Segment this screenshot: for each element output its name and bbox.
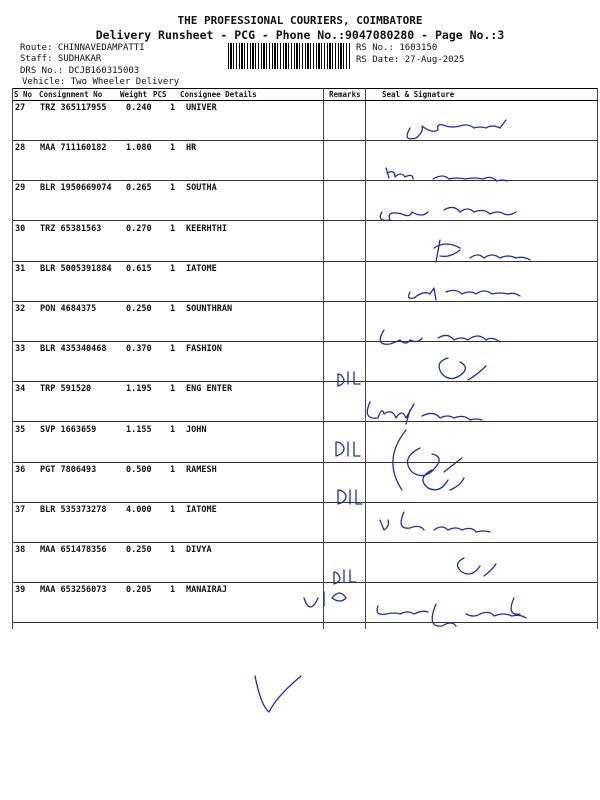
weight-value: 0.250 <box>126 545 152 556</box>
pcs-value: 1 <box>170 505 176 515</box>
consignment-number: BLR 435340468 <box>40 344 107 355</box>
col-sno: S No <box>14 90 33 99</box>
consignee-name: HR <box>186 143 197 154</box>
consignment-number: BLR 5005391884 <box>40 263 112 274</box>
consignee-name: KEERHTHI <box>186 223 227 234</box>
consignment-number: TRP 591520 <box>40 384 92 395</box>
pcs-value: 1 <box>170 143 176 154</box>
runsheet-subtitle: Delivery Runsheet - PCG - Phone No.:9047080280 - Page No.:3 <box>95 28 505 42</box>
consignee-name: SOUNTHRAN <box>186 304 233 314</box>
company-title: THE PROFESSIONAL COURIERS, COIMBATORE <box>177 14 423 27</box>
weight-value: 1.155 <box>126 424 152 435</box>
col-seal: Seal & Signature <box>382 90 455 99</box>
col-consignee: Consignee Details <box>180 90 257 99</box>
serial-number: 32 <box>15 304 26 314</box>
consignee-name: SOUTHA <box>186 183 217 194</box>
pcs-value: 1 <box>170 464 176 475</box>
weight-value: 0.500 <box>126 464 152 475</box>
weight-value: 0.370 <box>126 344 152 355</box>
col-consignment: Consignment No <box>39 90 103 99</box>
weight-value: 1.080 <box>126 143 152 154</box>
consignment-number: PON 4684375 <box>40 304 97 314</box>
serial-number: 34 <box>15 384 26 395</box>
weight-value: 0.265 <box>126 183 152 194</box>
col-weight: Weight <box>120 90 148 99</box>
staff-label: Staff: SUDHAKAR <box>20 54 102 64</box>
pcs-value: 1 <box>170 545 176 556</box>
consignment-number: BLR 535373278 <box>40 505 107 515</box>
pcs-value: 1 <box>170 183 176 194</box>
weight-value: 0.270 <box>126 223 152 234</box>
consignment-number: MAA 711160182 <box>40 143 107 154</box>
route-label: Route: CHINNAVEDAMPATTI <box>20 43 145 53</box>
weight-value: 0.250 <box>126 304 152 314</box>
rs-number: RS No.: 1603150 <box>356 43 438 53</box>
vehicle-label: Vehicle: Two Wheeler Delivery <box>22 77 180 87</box>
consignment-number: MAA 653256073 <box>40 585 107 596</box>
serial-number: 35 <box>15 424 26 435</box>
consignment-number: BLR 1950669074 <box>40 183 112 194</box>
consignee-name: UNIVER <box>186 103 217 113</box>
col-pcs: PCS <box>153 90 167 99</box>
consignee-name: IATOME <box>186 505 217 515</box>
weight-value: 4.000 <box>126 505 152 515</box>
rs-date: RS Date: 27-Aug-2025 <box>356 55 465 65</box>
consignment-number: MAA 651478356 <box>40 545 107 556</box>
serial-number: 39 <box>15 585 26 596</box>
pcs-value: 1 <box>170 344 176 355</box>
pcs-value: 1 <box>170 103 176 113</box>
consignment-number: TRZ 365117955 <box>40 103 107 113</box>
serial-number: 33 <box>15 344 26 355</box>
weight-value: 0.240 <box>126 103 152 113</box>
serial-number: 36 <box>15 464 26 475</box>
serial-number: 29 <box>15 183 26 194</box>
consignee-name: JOHN <box>186 424 207 435</box>
consignee-name: MANAIRAJ <box>186 585 227 596</box>
weight-value: 0.615 <box>126 263 152 274</box>
pcs-value: 1 <box>170 223 176 234</box>
consignee-name: ENG ENTER <box>186 384 233 395</box>
weight-value: 1.195 <box>126 384 152 395</box>
drs-label: DRS No.: DCJB160315003 <box>20 66 140 76</box>
consignment-number: SVP 1663659 <box>40 424 97 435</box>
consignment-number: TRZ 65381563 <box>40 223 102 234</box>
serial-number: 27 <box>15 103 26 113</box>
consignee-name: RAMESH <box>186 464 217 475</box>
serial-number: 30 <box>15 223 26 234</box>
serial-number: 28 <box>15 143 26 154</box>
consignee-name: IATOME <box>186 263 217 274</box>
pcs-value: 1 <box>170 384 176 395</box>
pcs-value: 1 <box>170 585 176 596</box>
consignee-name: DIVYA <box>186 545 212 556</box>
consignee-name: FASHION <box>186 344 222 355</box>
pcs-value: 1 <box>170 304 176 314</box>
weight-value: 0.205 <box>126 585 152 596</box>
col-remarks: Remarks <box>329 90 361 99</box>
serial-number: 38 <box>15 545 26 556</box>
pcs-value: 1 <box>170 424 176 435</box>
serial-number: 31 <box>15 263 26 274</box>
consignment-number: PGT 7806493 <box>40 464 97 475</box>
serial-number: 37 <box>15 505 26 515</box>
pcs-value: 1 <box>170 263 176 274</box>
